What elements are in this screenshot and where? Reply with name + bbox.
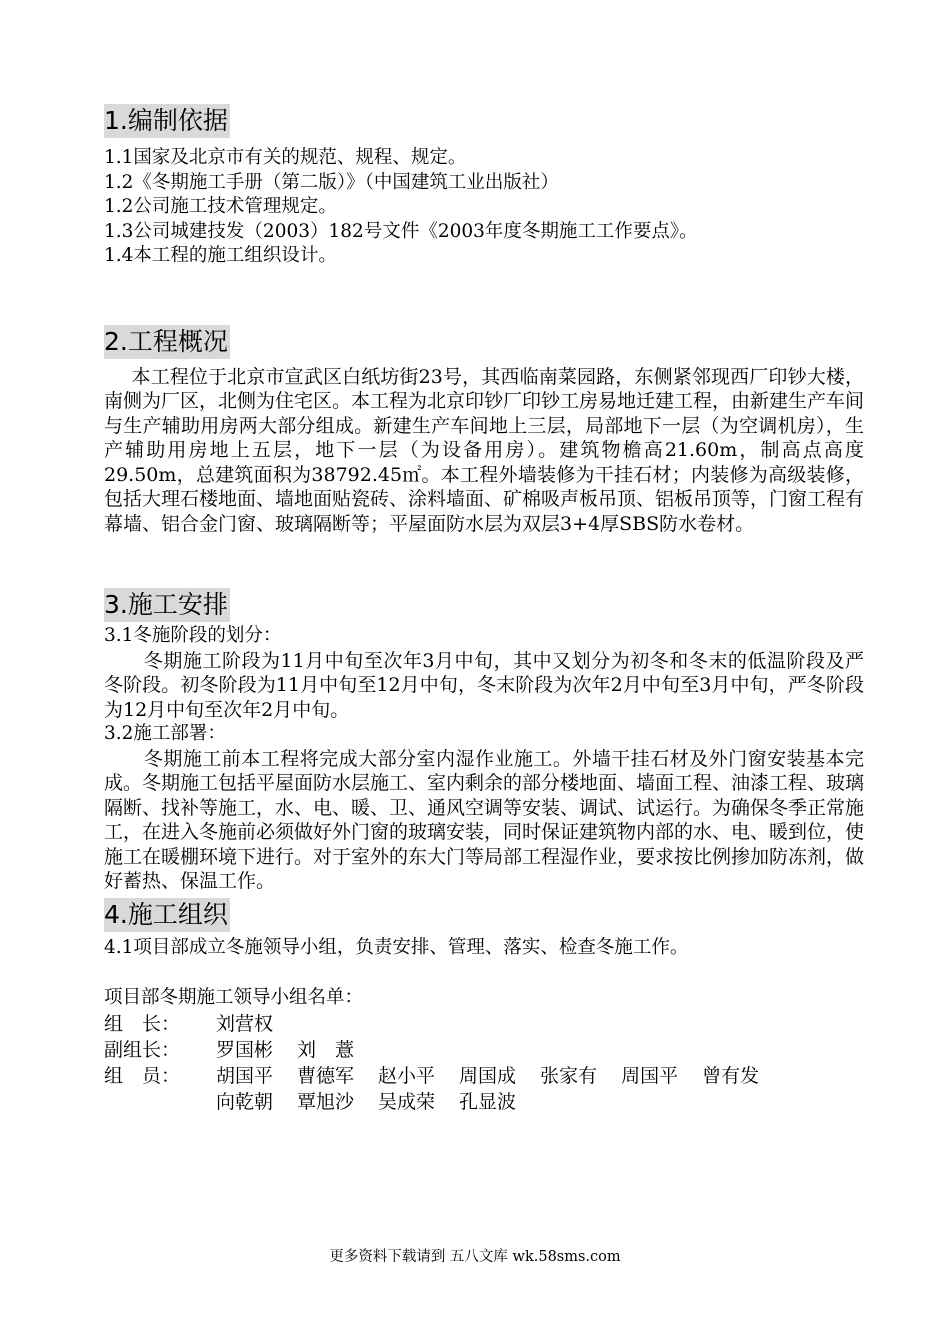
member-name: 孔显波 [459,1090,517,1113]
section-2-heading: 2.工程概况 [104,325,230,359]
member-name: 曾有发 [702,1064,760,1087]
member-name: 吴成荣 [378,1090,436,1113]
member-name: 张家有 [540,1064,598,1087]
member-name: 周国成 [459,1064,517,1087]
member-name: 周国平 [621,1064,679,1087]
section-4 [104,898,864,932]
section-3 [104,588,864,622]
section-1-list [104,146,864,269]
member-name: 刘营权 [216,1012,274,1035]
leader-roster [104,986,864,1115]
member-name: 曹德军 [297,1064,355,1087]
section-1-item: 1.1国家及北京市有关的规范、规程、规定。 [104,147,467,168]
subsection-3-1-title: 3.1冬施阶段的划分： [104,625,282,646]
section-1-item: 1.4本工程的施工组织设计。 [104,245,337,266]
roster-row-deputy [104,1037,864,1063]
page-footer: 更多资料下载请到 五八文库 wk.58sms.com [329,1249,621,1265]
section-1 [104,104,864,138]
section-2-paragraph: 本工程位于北京市宣武区白纸坊街23号，其西临南菜园路，东侧紧邻现西厂印钞大楼，南侧为厂区，北侧为住宅区。本工程为北京印钞厂印钞工房易地迁建工程，由新建生产车间与生产辅助用房两大部分组成。新建生产车间地上三层，局部地下一层（为空调机房），生产辅助用房地上五层，地下一层（为设备用房）。建筑物檐高21.60m，制高点高度29.50m，总建筑面积为38792.45㎡。本工程外墙装修为干挂石材；内装修为高级装修，包括大理石楼地面、墙地面贴瓷砖、涂料墙面、矿棉吸声板吊顶、铝板吊顶等，门窗工程有幕墙、铝合金门窗、玻璃隔断等；平屋面防水层为双层3+4厚SBS防水卷材。 [104,365,865,535]
roster-title: 项目部冬期施工领导小组名单： [104,987,364,1008]
subsection-3-2-title: 3.2施工部署： [104,723,226,744]
section-1-heading: 1.编制依据 [104,104,230,138]
subsection-3-1-text: 冬期施工阶段为11月中旬至次年3月中旬，其中又划分为初冬和冬末的低温阶段及严冬阶段。初冬阶段为11月中旬至12月中旬，冬末阶段为次年2月中旬至3月中旬，严冬阶段为12月中旬至次年2月中旬。 [104,649,864,721]
section-1-item: 1.3公司城建技发（2003）182号文件《2003年度冬期施工工作要点》。 [104,220,698,242]
section-4-item: 4.1项目部成立冬施领导小组，负责安排、管理、落实、检查冬施工作。 [104,936,689,958]
member-name: 覃旭沙 [297,1090,355,1113]
roster-row-leader [104,1011,864,1037]
section-4-heading: 4.施工组织 [104,898,230,932]
section-2 [104,325,864,359]
role-label: 组 员： [104,1064,181,1087]
subsection-3-2-text: 冬期施工前本工程将完成大部分室内湿作业施工。外墙干挂石材及外门窗安装基本完成。冬期施工包括平屋面防水层施工、室内剩余的部分楼地面、墙面工程、油漆工程、玻璃隔断、找补等施工，水、电、暖、卫、通风空调等安装、调试、试运行。为确保冬季正常施工，在进入冬施前必须做好外门窗的玻璃安装，同时保证建筑物内部的水、电、暖到位，使施工在暖棚环境下进行。对于室外的东大门等局部工程湿作业，要求按比例掺加防冻剂，做好蓄热、保温工作。 [104,747,865,892]
roster-row-members [104,1063,864,1089]
section-1-item: 1.2公司施工技术管理规定。 [104,196,337,217]
member-name: 刘 薏 [297,1038,355,1061]
role-label: 副组长： [104,1038,181,1061]
roster-row-members-2 [104,1089,864,1115]
member-name: 胡国平 [216,1064,274,1087]
section-3-heading: 3.施工安排 [104,588,230,622]
member-name: 罗国彬 [216,1038,274,1061]
member-name: 向乾朝 [216,1090,274,1113]
document-page [104,104,864,1115]
role-label: 组 长： [104,1012,181,1035]
member-name: 赵小平 [378,1064,436,1087]
section-1-item: 1.2《冬期施工手册（第二版）》（中国建筑工业出版社） [104,171,559,193]
